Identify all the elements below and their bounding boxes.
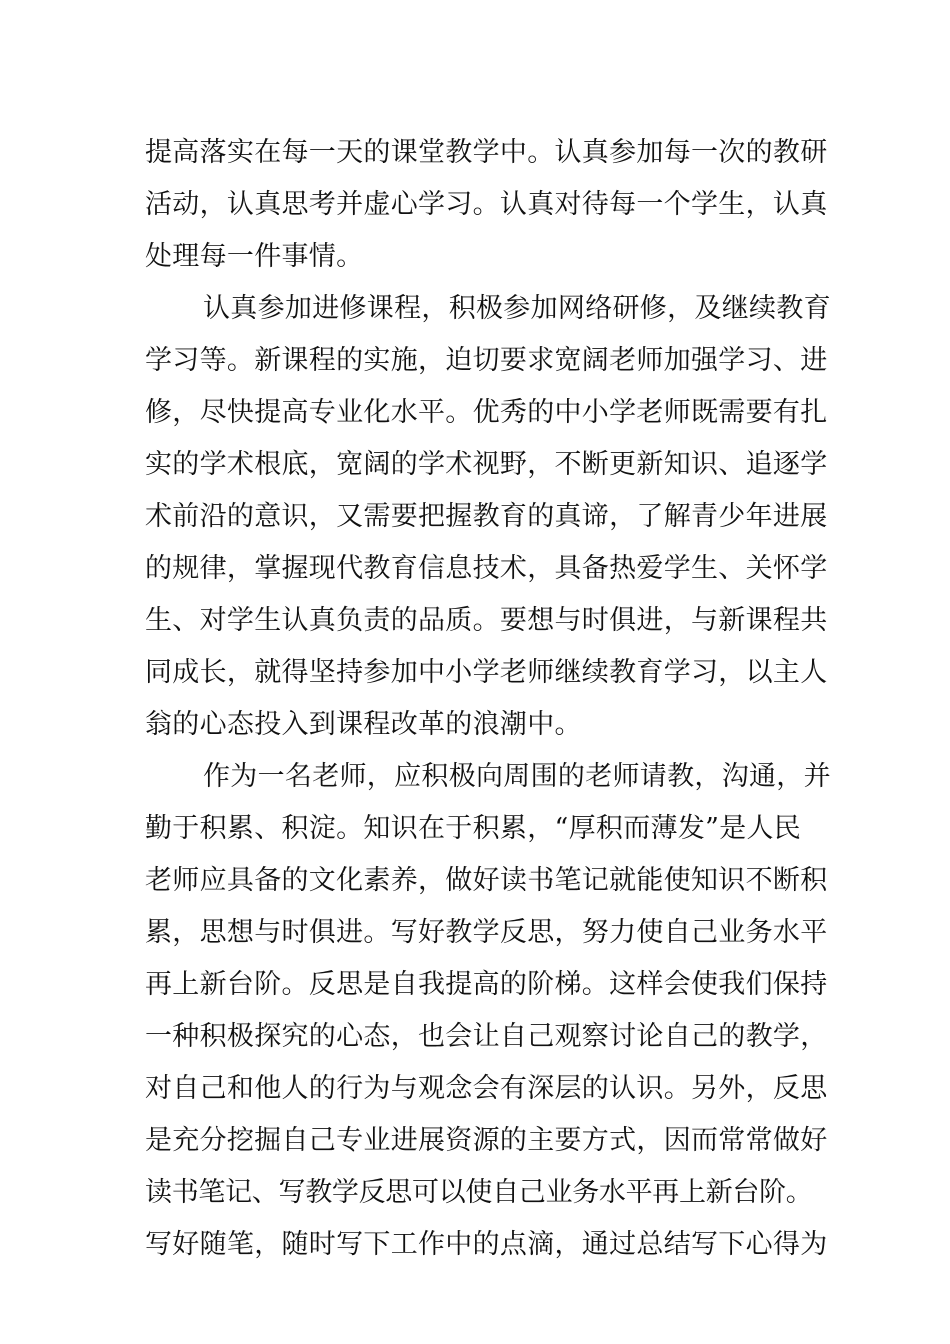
text-line: 修，尽快提高专业化水平。优秀的中小学老师既需要有扎 [145, 397, 828, 428]
text-line: 活动，认真思考并虚心学习。认真对待每一个学生，认真 [145, 189, 828, 220]
text-line: 同成长，就得坚持参加中小学老师继续教育学习，以主人 [145, 657, 828, 688]
paragraph-1 [145, 127, 828, 283]
text-line: 学习等。新课程的实施，迫切要求宽阔老师加强学习、进 [145, 345, 828, 376]
text-line: 对自己和他人的行为与观念会有深层的认识。另外，反思 [145, 1073, 828, 1104]
text-line: 再上新台阶。反思是自我提高的阶梯。这样会使我们保持 [145, 969, 828, 1000]
text-line: 老师应具备的文化素养，做好读书笔记就能使知识不断积 [145, 865, 828, 896]
text-line: 实的学术根底，宽阔的学术视野，不断更新知识、追逐学 [145, 449, 828, 480]
text-line: 累，思想与时俱进。写好教学反思，努力使自己业务水平 [145, 917, 828, 948]
document-body [145, 127, 831, 1271]
text-line: 读书笔记、写教学反思可以使自己业务水平再上新台阶。 [145, 1177, 813, 1208]
text-line: 提高落实在每一天的课堂教学中。认真参加每一次的教研 [145, 137, 828, 168]
text-line: 处理每一件事情。 [145, 241, 364, 272]
text-line: 翁的心态投入到课程改革的浪潮中。 [145, 709, 582, 740]
paragraph-2 [145, 283, 831, 751]
text-line: 勤于积累、积淀。知识在于积累，“厚积而薄发”是人民 [145, 813, 802, 844]
text-line: 认真参加进修课程，积极参加网络研修，及继续教育 [203, 293, 831, 324]
text-line: 一种积极探究的心态，也会让自己观察讨论自己的教学， [145, 1021, 828, 1052]
text-line: 的规律，掌握现代教育信息技术，具备热爱学生、关怀学 [145, 553, 828, 584]
text-line: 术前沿的意识，又需要把握教育的真谛，了解青少年进展 [145, 501, 828, 532]
text-line: 是充分挖掘自己专业进展资源的主要方式，因而常常做好 [145, 1125, 828, 1156]
text-line: 作为一名老师，应积极向周围的老师请教，沟通，并 [203, 761, 831, 792]
text-line: 生、对学生认真负责的品质。要想与时俱进，与新课程共 [145, 605, 828, 636]
text-line: 写好随笔，随时写下工作中的点滴，通过总结写下心得为 [145, 1229, 828, 1260]
paragraph-3 [145, 751, 831, 1271]
